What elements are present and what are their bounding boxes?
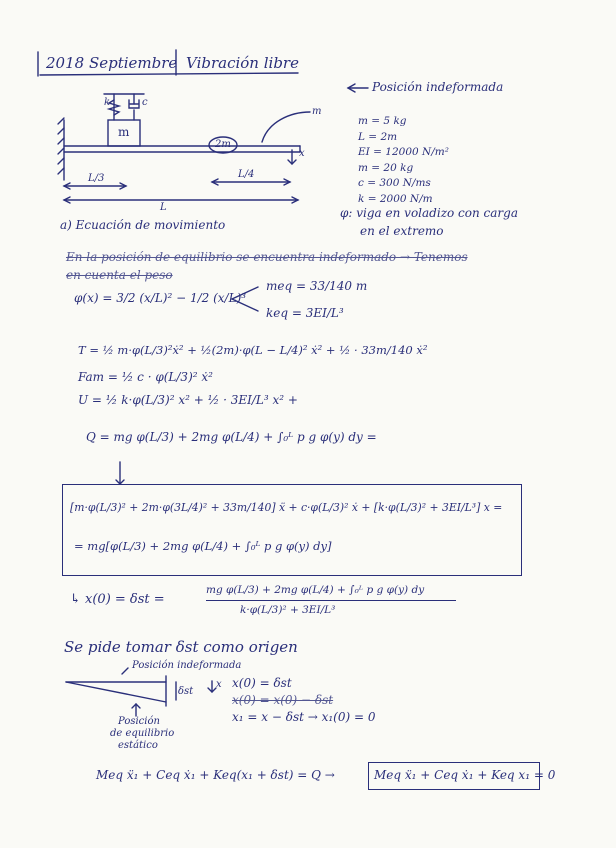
c-label: c: [142, 97, 148, 108]
phi-definition: φ(x) = 3/2 (x/L)² − 1/2 (x/L)³: [74, 291, 247, 305]
origin-r2: x(0) = x(0) − δst: [232, 693, 334, 707]
origin-r3: x₁ = x − δst → x₁(0) = 0: [232, 710, 376, 724]
header-date: 2018 Septiembre: [46, 54, 178, 72]
phi-note-line1: φ: viga en voladizo con carga: [340, 206, 518, 220]
final-lhs: Meq ẍ₁ + Ceq ẋ₁ + Keq(x₁ + δst) = Q →: [96, 768, 335, 782]
param-item: m = 20 kg: [358, 161, 414, 174]
final-boxed: Meq ẍ₁ + Ceq ẋ₁ + Keq x₁ = 0: [374, 768, 556, 782]
dim-l4-label: L/4: [238, 169, 255, 180]
fraction-bar: [206, 600, 456, 601]
origin-delta: δst: [178, 686, 194, 697]
meq-expr: meq = 33/140 m: [266, 279, 368, 293]
origin-r1: x(0) = δst: [232, 676, 292, 690]
param-list: [358, 114, 449, 207]
origin-note2-l1: Posición: [118, 716, 160, 727]
param-item: k = 2000 N/m: [358, 192, 433, 205]
k-label: k: [104, 97, 111, 108]
equation-line2: = mg[φ(L/3) + 2mg φ(L/4) + ∫₀ᴸ p g φ(y) dy]: [74, 539, 332, 553]
header-topic: Vibración libre: [186, 54, 299, 72]
header-underline: [40, 73, 298, 75]
dim-L-label: L: [160, 202, 167, 213]
param-item: L = 2m: [358, 130, 398, 143]
potential-energy: U = ½ k·φ(L/3)² x² + ½ · 3EI/L³ x² +: [78, 393, 298, 407]
equation-box: [62, 484, 522, 576]
dim-l3-label: L/3: [88, 173, 105, 184]
origin-note2-l3: estático: [118, 740, 158, 751]
origin-title: Se pide tomar δst como origen: [64, 638, 298, 656]
kinetic-energy: T = ½ m·φ(L/3)²ẋ² + ½(2m)·φ(L − L/4)² ẋ² + ½ · 33m/140 ẋ²: [78, 343, 428, 357]
section-a-title: a) Ecuación de movimiento: [60, 218, 226, 232]
param-item: c = 300 N/ms: [358, 177, 431, 189]
origin-x: x: [216, 679, 222, 690]
param-item: m = 5 kg: [358, 115, 407, 127]
equilibrium-line1: En la posición de equilibrio se encuentra indeformado → Tenemos: [66, 250, 468, 264]
mv-callout: [262, 112, 310, 142]
phi-note-line2: en el extremo: [360, 224, 444, 238]
m-label: m: [118, 125, 130, 139]
initial-condition-den: k·φ(L/3)² + 3EI/L³: [240, 604, 336, 616]
damping-function: Fam = ½ c · φ(L/3)² ẋ²: [78, 370, 213, 384]
deformed-line: [66, 682, 166, 702]
keq-expr: keq = 3EI/L³: [266, 306, 344, 320]
param-item: EI = 12000 N/m²: [358, 146, 449, 158]
mv-label: m: [312, 106, 322, 117]
mass2-label: 2m: [215, 139, 231, 150]
x-label: x: [299, 148, 305, 159]
note-pointer: [122, 668, 128, 674]
equilibrium-line2: en cuenta el peso: [66, 268, 173, 282]
equation-line1: [m·φ(L/3)² + 2m·φ(3L/4)² + 33m/140] ẍ + c·φ(L/3)² ẋ + [k·φ(L/3)² + 3EI/L³] x =: [70, 501, 503, 514]
origin-note1: Posición indeformada: [132, 660, 242, 671]
initial-condition: ↳ x(0) = δst =: [70, 592, 165, 607]
generalized-force: Q = mg φ(L/3) + 2mg φ(L/4) + ∫₀ᴸ p g φ(y) dy =: [86, 430, 377, 444]
origin-note2-l2: de equilibrio: [110, 728, 175, 739]
initial-condition-num: mg φ(L/3) + 2mg φ(L/4) + ∫₀ᴸ p g φ(y) dy: [206, 584, 425, 596]
ref-note: Posición indeformada: [372, 80, 504, 94]
